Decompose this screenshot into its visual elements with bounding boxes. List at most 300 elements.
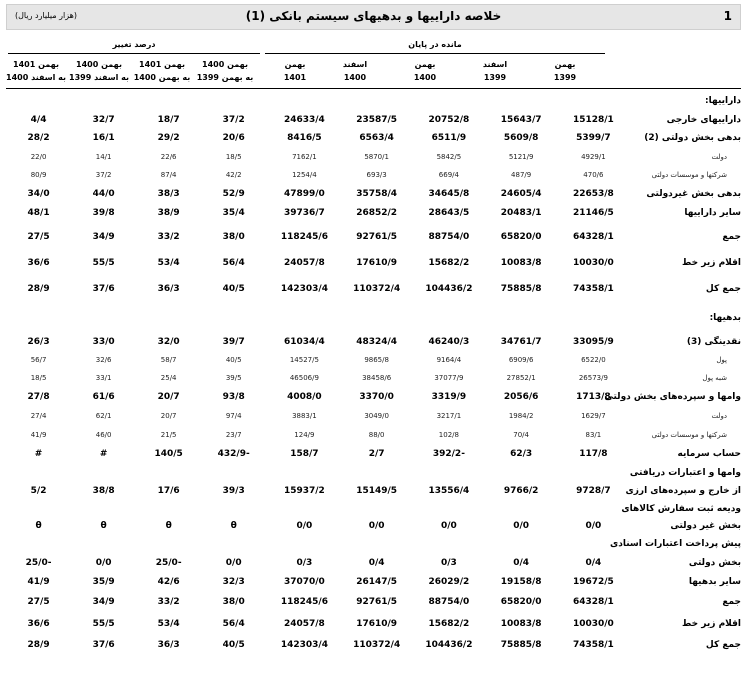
table-row [6,350,741,369]
balance-cell: 88/0 [368,430,385,439]
balance-cell: 65820/0 [500,232,542,242]
row-label: بدهیها: [709,313,741,323]
change-cell: 27/5 [27,597,50,607]
balance-cell: 20483/1 [500,208,542,218]
balance-cell: -392/2 [432,448,465,459]
column-gap [266,591,268,613]
change-cell: 42/6 [157,576,180,587]
balance-cell: 24057/8 [283,618,325,629]
column-header: بهمن 1401 [283,60,307,82]
balance-cell: 34645/8 [428,188,470,199]
balance-cell [557,463,629,482]
table-row [6,251,741,275]
table-row [6,333,741,350]
column-gap [266,147,268,166]
balance-cell: 75885/8 [500,284,542,294]
balance-cell: 22653/8 [572,188,614,199]
change-cell: 40/5 [222,640,245,650]
change-cell: 53/4 [157,258,180,268]
balance-cell: 3049/0 [364,411,389,420]
column-gap [266,166,268,184]
table-row [6,147,741,166]
column-gap [266,463,268,482]
column-gap [266,129,268,147]
change-cell: 22/0 [30,152,47,161]
change-cell: 25/4 [160,374,177,382]
change-cell: 56/4 [222,618,245,629]
change-cell: 37/2 [95,171,112,179]
change-cell [6,92,71,110]
change-cell [6,303,71,333]
change-cell: 33/1 [95,374,112,382]
group-underline-change [8,53,260,54]
group-header-balance: مانده در پایان [408,40,462,49]
balance-cell: 9164/4 [436,355,462,364]
change-cell: 87/4 [160,171,177,179]
balance-cell: 15128/1 [572,114,614,125]
change-cell: θ [230,521,237,531]
balance-cell: 117/8 [579,448,608,459]
column-gap [266,251,268,275]
change-cell: 38/9 [157,208,180,218]
change-cell [6,535,71,553]
balance-cell: 5842/5 [436,152,462,161]
table-row [6,613,741,634]
table-row [6,303,741,333]
balance-cell [557,303,629,333]
change-cell [136,92,201,110]
balance-cell [268,500,340,517]
title-banner [6,4,741,30]
table-row [6,184,741,203]
balance-cell: 110372/4 [353,640,401,650]
balance-cell: 26573/9 [578,374,608,382]
row-label: شرکتها و موسسات دولتی [651,430,727,439]
balance-cell [485,303,557,333]
change-cell: 23/7 [225,430,242,439]
change-cell: 53/4 [157,618,180,629]
change-cell [71,92,136,110]
change-cell: 20/7 [160,411,177,420]
column-gap [266,535,268,553]
table-row [6,92,741,110]
change-cell: 21/5 [160,430,177,439]
balance-cell: 4008/0 [287,391,322,402]
row-label: پیش پرداخت اعتبارات اسنادی [610,539,741,549]
change-cell: 36/3 [157,284,180,294]
table-row [6,387,741,406]
row-label: وامها و اعتبارات دریافتی [629,467,741,478]
change-cell: # [99,448,108,459]
balance-cell [413,463,485,482]
change-cell: 40/5 [225,355,242,364]
change-cell: 18/5 [30,374,47,382]
balance-cell: 118245/6 [280,232,328,242]
change-cell: 55/5 [92,618,115,629]
change-cell: 46/0 [95,430,112,439]
balance-cell: 23587/5 [356,114,398,125]
change-cell: 5/2 [30,486,47,496]
balance-cell: 26029/2 [428,576,470,587]
row-label: پول [716,355,727,364]
column-gap [266,275,268,303]
change-cell: 38/8 [92,486,115,496]
row-label: سایر داراییها [684,208,741,218]
change-cell [136,535,201,553]
balance-cell: 3217/1 [436,411,462,420]
change-cell [71,463,136,482]
balance-cell: 15682/2 [428,618,470,629]
balance-cell: 24605/4 [500,188,542,199]
change-cell: 37/6 [92,640,115,650]
change-cell [201,500,266,517]
row-label: شبه پول [702,374,727,382]
change-cell: 16/1 [92,133,115,143]
change-cell: 48/1 [27,208,50,218]
table-row [6,572,741,591]
balance-cell: 83/1 [585,430,602,439]
balance-cell: 1984/2 [508,411,534,420]
balance-cell [268,535,340,553]
row-label: دولت [711,411,727,420]
balance-cell: 34761/7 [500,336,542,347]
page-number: 1 [723,9,732,23]
change-cell [136,303,201,333]
column-gap [266,110,268,129]
balance-cell [268,303,340,333]
balance-cell: 6909/6 [508,355,534,364]
change-cell: 0/0 [225,557,242,568]
change-cell: 38/0 [222,232,245,242]
change-cell: 32/7 [92,114,115,125]
balance-cell: 17610/9 [356,258,398,268]
change-cell: θ [165,521,172,531]
change-cell: 18/5 [225,152,242,161]
balance-cell: 0/0 [513,521,530,531]
balance-cell: 118245/6 [280,597,328,607]
balance-cell [413,535,485,553]
balance-cell: 1629/7 [581,411,606,420]
balance-cell: 693/3 [366,171,387,179]
balance-cell: 39736/7 [283,208,325,218]
change-cell: 37/6 [92,284,115,294]
change-cell: 28/9 [27,640,50,650]
balance-cell: 0/0 [585,521,602,531]
column-gap [266,203,268,223]
column-header: اسفند 1399 [482,60,508,82]
row-label: جمع کل [705,284,741,294]
balance-cell: 3883/1 [292,411,317,420]
balance-cell: 6522/0 [581,355,606,364]
balance-cell: 5121/9 [508,152,534,161]
column-gap [266,350,268,369]
balance-cell: 10030/0 [572,258,614,268]
column-gap [266,572,268,591]
balance-cell [341,303,413,333]
change-cell [136,500,201,517]
change-cell: 34/0 [27,188,50,199]
balance-cell: 38458/6 [362,374,392,382]
balance-cell: 10030/0 [572,618,614,629]
balance-cell: 15149/5 [356,486,398,496]
balance-cell: 0/4 [513,557,530,568]
balance-cell [485,92,557,110]
balance-cell: 46506/9 [289,374,319,382]
balance-cell: 124/9 [294,430,315,439]
table-row [6,203,741,223]
row-label: بدهی بخش غیردولتی [646,188,741,199]
balance-cell: 0/4 [585,557,602,568]
balance-cell: 13556/4 [428,486,470,496]
balance-cell [485,500,557,517]
row-label: بدهی بخش دولتی (2) [644,133,741,143]
balance-cell [557,92,629,110]
balance-cell: 62/3 [510,448,533,459]
balance-cell: 3319/9 [431,391,467,402]
balance-cell: 26147/5 [356,576,398,587]
row-label: داراییهای خارجی [666,114,741,125]
change-cell [6,463,71,482]
balance-cell: 19158/8 [500,576,542,587]
column-gap [266,92,268,110]
table-row [6,275,741,303]
balance-cell: 0/3 [296,557,313,568]
row-label: اقلام زیر خط [682,618,741,629]
table-row [6,463,741,482]
change-cell: 35/4 [222,208,245,218]
change-cell: 61/6 [92,391,115,402]
balance-cell: 0/0 [296,521,313,531]
balance-cell: 15643/7 [500,114,542,125]
change-cell [201,463,266,482]
table-row [6,223,741,251]
change-cell: 20/6 [222,133,245,143]
row-label: از خارج و سپرده‌های ارزی [625,486,741,496]
change-cell: 18/7 [157,114,180,125]
change-cell: 39/8 [92,208,115,218]
balance-cell [485,535,557,553]
column-gap [266,482,268,500]
change-cell [71,303,136,333]
column-header: بهمن 1399 [553,60,577,82]
row-label: داراییها: [705,96,741,106]
change-cell: 39/5 [225,374,242,382]
column-header: بهمن 1401 به بهمن 1400 [133,60,191,82]
balance-cell [341,500,413,517]
change-cell: 32/3 [222,576,245,587]
change-cell: 26/3 [27,336,50,347]
balance-cell [413,500,485,517]
change-cell: 29/2 [157,133,180,143]
row-label: اقلام زیر خط [682,258,741,268]
change-cell: 34/9 [92,597,115,607]
balance-cell: 4929/1 [581,152,606,161]
change-cell: 22/6 [160,152,177,161]
balance-cell: 24057/8 [283,258,325,268]
balance-cell: 88754/0 [428,597,470,607]
row-label: جمع [722,232,741,242]
row-label: جمع [722,597,741,607]
table-row [6,110,741,129]
balance-cell: 19672/5 [572,576,614,587]
change-cell [201,535,266,553]
column-header: بهمن 1400 [413,60,437,82]
change-cell: 39/7 [222,336,245,347]
table-row [6,634,741,656]
group-header-change: درصد تغییر [112,40,156,49]
balance-cell: 74358/1 [572,284,614,294]
change-cell: 140/5 [154,448,183,459]
table-row [6,369,741,387]
change-cell: 97/4 [225,411,242,420]
balance-cell: 48324/4 [356,336,398,347]
balance-cell: 9865/8 [364,355,389,364]
column-gap [266,444,268,463]
table-row [6,591,741,613]
change-cell: 27/8 [27,391,50,402]
balance-cell: 64328/1 [572,597,614,607]
change-cell: 27/4 [30,411,47,420]
change-cell [201,303,266,333]
balance-cell: 70/4 [513,430,529,439]
balance-cell: 104436/2 [425,640,473,650]
change-cell: 28/2 [27,133,50,143]
balance-cell: 8416/5 [287,133,322,143]
change-cell: 27/5 [27,232,50,242]
balance-cell: 92761/5 [356,232,398,242]
change-cell [71,535,136,553]
balance-cell [341,463,413,482]
change-cell: 80/9 [30,171,47,179]
balance-cell: 6563/4 [359,133,394,143]
change-cell: 33/0 [92,336,115,347]
column-gap [266,517,268,535]
table-row [6,500,741,517]
column-gap [266,303,268,333]
balance-cell: 2/7 [368,448,385,459]
balance-cell: 9728/7 [576,486,611,496]
change-cell: 44/0 [92,188,115,199]
balance-cell: 24633/4 [283,114,325,125]
change-cell: 17/6 [157,486,180,496]
balance-cell: 15937/2 [283,486,325,496]
balance-cell [485,463,557,482]
row-label: ودیعه ثبت سفارش کالاهای [621,503,741,514]
balance-cell: 2056/6 [503,391,539,402]
balance-cell: 7162/1 [292,152,317,161]
change-cell [136,463,201,482]
change-cell: 36/3 [157,640,180,650]
balance-cell: 64328/1 [572,232,614,242]
balance-cell: 28643/5 [428,208,470,218]
balance-cell: 21146/5 [572,208,614,218]
change-cell: 93/8 [222,391,245,402]
balance-cell: 0/4 [368,557,385,568]
data-table [6,92,741,656]
change-cell: 37/2 [222,114,245,125]
unit-label: (هزار میلیارد ریال) [15,11,78,20]
table-row [6,553,741,572]
balance-cell: 142303/4 [280,284,328,294]
change-cell: 56/4 [222,258,245,268]
balance-cell: 669/4 [438,171,459,179]
balance-cell: 470/6 [583,171,604,179]
balance-cell: 33095/9 [572,336,614,347]
balance-cell: 0/0 [368,521,385,531]
balance-cell [268,92,340,110]
balance-cell: 47899/0 [283,188,325,199]
change-cell: 33/2 [157,232,180,242]
balance-cell: 74358/1 [572,640,614,650]
change-cell: 20/7 [157,391,180,402]
change-cell: 39/3 [222,486,245,496]
table-row [6,406,741,425]
balance-cell: 1713/8 [576,391,611,402]
change-cell: 33/2 [157,597,180,607]
balance-cell: 0/3 [440,557,457,568]
row-label: دولت [711,152,727,161]
change-cell: 32/0 [157,336,180,347]
column-gap [266,406,268,425]
table-row [6,535,741,553]
balance-cell: 14527/5 [289,355,319,364]
row-label: بخش دولتی [688,557,741,568]
page-title: خلاصه داراییها و بدهیهای سیستم بانکی (1) [245,9,502,23]
row-label: حساب سرمایه [677,448,741,459]
balance-cell: 75885/8 [500,640,542,650]
column-gap [266,369,268,387]
balance-cell: 37077/9 [434,374,464,382]
balance-cell: 65820/0 [500,597,542,607]
balance-cell: 487/9 [511,171,532,179]
column-header: بهمن 1400 به اسفند 1399 [69,60,129,82]
balance-cell: 20752/8 [428,114,470,125]
change-cell: 41/9 [27,576,50,587]
change-cell: 52/9 [222,188,245,199]
balance-cell: 88754/0 [428,232,470,242]
balance-cell: 35758/4 [356,188,398,199]
change-cell: 35/9 [92,576,115,587]
column-header: اسفند 1400 [342,60,368,82]
column-gap [266,613,268,634]
column-gap [266,500,268,517]
change-cell: θ [100,521,107,531]
balance-cell: 104436/2 [425,284,473,294]
balance-cell: 10083/8 [500,258,542,268]
change-cell: 36/6 [27,258,50,268]
balance-cell [268,463,340,482]
balance-cell: 142303/4 [280,640,328,650]
row-label: شرکتها و موسسات دولتی [651,171,727,179]
balance-cell: 9766/2 [503,486,539,496]
column-gap [266,425,268,444]
balance-cell: 17610/9 [356,618,398,629]
change-cell: -25/0 [25,557,52,568]
change-cell: 34/9 [92,232,115,242]
change-cell: # [34,448,43,459]
balance-cell: 46240/3 [428,336,470,347]
data-table-body [6,92,741,656]
change-cell: 58/7 [160,355,177,364]
balance-cell [341,535,413,553]
balance-cell: 0/0 [440,521,457,531]
table-row [6,425,741,444]
balance-cell: 27852/1 [506,374,536,382]
change-cell: θ [35,521,42,531]
change-cell: 38/3 [157,188,180,199]
change-cell: -432/9 [217,448,250,459]
balance-cell: 92761/5 [356,597,398,607]
